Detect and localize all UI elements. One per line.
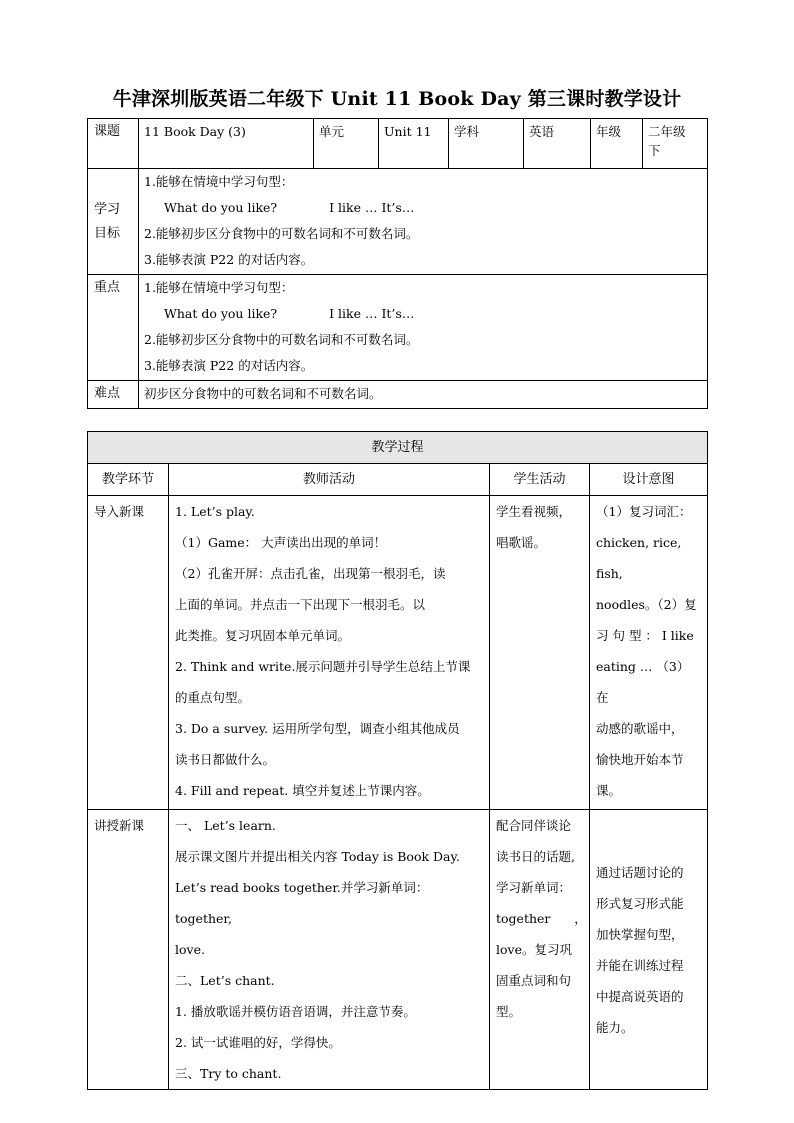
student-line: 固重点词和句 <box>496 973 572 988</box>
intent-line: 课。 <box>596 783 622 798</box>
table-row <box>88 496 708 810</box>
intent-line: 愉快地开始本节 <box>596 752 684 767</box>
teacher-activity-cell <box>169 810 490 1090</box>
objective-pattern-answer: I like … It’s… <box>329 200 415 215</box>
objectives-label-1: 学习 <box>94 201 121 217</box>
grade-value-line-2: 下 <box>648 143 661 158</box>
teacher-line: 读书日都做什么。 <box>175 752 276 767</box>
teacher-line: love. <box>175 942 205 957</box>
student-line: together ， <box>496 911 587 926</box>
teacher-line: 2. 试一试谁唱的好，学得快。 <box>175 1035 341 1050</box>
teacher-activity-cell <box>169 496 490 810</box>
unit-label: 单元 <box>314 119 379 169</box>
student-line: 型。 <box>496 1004 522 1019</box>
student-activity-cell <box>490 496 590 810</box>
lesson-info-table <box>87 118 708 409</box>
teacher-line: 上面的单词。并点击一下出现下一根羽毛。以 <box>175 597 426 612</box>
key-point-pattern-line <box>144 301 707 327</box>
unit-value: Unit 11 <box>379 119 449 169</box>
key-point-pattern-question: What do you like? <box>164 306 278 321</box>
objectives-label-2: 目标 <box>94 225 121 241</box>
key-point-line: 1.能够在情境中学习句型： <box>144 280 294 295</box>
key-points-label: 重点 <box>88 275 139 381</box>
key-points-content <box>139 275 708 381</box>
teacher-line: 展示课文图片并提出相关内容 Today is Book Day. <box>175 849 460 864</box>
teacher-line: 1. 播放歌谣并模仿语音语调，并注意节奏。 <box>175 1004 416 1019</box>
stage-cell: 导入新课 <box>88 496 169 810</box>
intent-line: 动感的歌谣中， <box>596 721 684 736</box>
subject-value: 英语 <box>524 119 591 169</box>
table-row <box>88 810 708 1090</box>
subject-label: 学科 <box>449 119 524 169</box>
teacher-line: Let’s read books together.并学习新单词：together, <box>175 880 429 926</box>
intent-line: 通过话题讨论的 <box>596 864 684 880</box>
teacher-line: 二、Let’s chant. <box>175 973 275 988</box>
student-activity-cell <box>490 810 590 1090</box>
teacher-line: （1）Game： 大声读出出现的单词！ <box>175 535 387 550</box>
student-line: 配合同伴谈论 <box>496 818 572 833</box>
teacher-line: 此类推。复习巩固本单元单词。 <box>175 628 351 643</box>
teacher-line: 三、Try to chant. <box>175 1066 282 1081</box>
col-intent-header: 设计意图 <box>590 464 708 496</box>
design-intent-cell <box>590 810 708 1090</box>
col-student-header: 学生活动 <box>490 464 590 496</box>
process-header: 教学过程 <box>88 432 708 464</box>
grade-value <box>643 119 708 169</box>
student-line: 读书日的话题, <box>496 849 575 864</box>
objective-line: 1.能够在情境中学习句型： <box>144 174 294 189</box>
difficulty-label: 难点 <box>88 381 139 409</box>
student-line: love。复习巩 <box>496 942 572 957</box>
teacher-line: 一、 Let’s learn. <box>175 818 276 833</box>
col-teacher-header: 教师活动 <box>169 464 490 496</box>
difficulty-text: 初步区分食物中的可数名词和不可数名词。 <box>139 381 708 409</box>
intent-line: 形式复习形式能 <box>596 895 684 911</box>
grade-value-line-1: 二年级 <box>648 124 686 139</box>
lesson-value: 11 Book Day (3) <box>139 119 314 169</box>
objective-pattern-question: What do you like? <box>164 200 278 215</box>
student-line: 学生看视频， <box>496 504 572 519</box>
teaching-process-table <box>87 431 708 1090</box>
intent-line: 习 句 型 ： I like <box>596 628 694 643</box>
intent-line: 能力。 <box>596 1019 634 1035</box>
objectives-content <box>139 169 708 275</box>
student-line: 学习新单词： <box>496 880 572 895</box>
teacher-line: 3. Do a survey. 运用所学句型，调查小组其他成员 <box>175 721 460 736</box>
teacher-line: 的重点句型。 <box>175 690 251 705</box>
objectives-label <box>88 169 139 275</box>
key-point-pattern-answer: I like … It’s… <box>329 306 415 321</box>
intent-line: 中提高说英语的 <box>596 988 684 1004</box>
design-intent-cell <box>590 496 708 810</box>
teacher-line: 2. Think and write.展示问题并引导学生总结上节课 <box>175 659 471 674</box>
student-line: 唱歌谣。 <box>496 535 547 550</box>
lesson-label: 课题 <box>88 119 139 169</box>
teacher-line: （2）孔雀开屏：点击孔雀，出现第一根羽毛，读 <box>175 566 446 581</box>
grade-label: 年级 <box>591 119 643 169</box>
intent-line: noodles。（2）复 <box>596 597 697 612</box>
intent-line: eating … （3）在 <box>596 659 690 705</box>
intent-line: （1）复习词汇： <box>596 504 692 519</box>
teacher-line: 4. Fill and repeat. 填空并复述上节课内容。 <box>175 783 430 798</box>
teacher-line: 1. Let’s play. <box>175 504 255 519</box>
key-point-line: 3.能够表演 P22 的对话内容。 <box>144 358 314 373</box>
key-point-line: 2.能够初步区分食物中的可数名词和不可数名词。 <box>144 332 419 347</box>
intent-line: 加快掌握句型， <box>596 926 684 942</box>
objective-line: 3.能够表演 P22 的对话内容。 <box>144 252 314 267</box>
intent-line: chicken, rice, fish, <box>596 535 682 581</box>
intent-line: 并能在训练过程 <box>596 957 684 973</box>
page-title: 牛津深圳版英语二年级下 Unit 11 Book Day 第三课时教学设计 <box>112 88 682 110</box>
objective-pattern-line <box>144 195 707 221</box>
objective-line: 2.能够初步区分食物中的可数名词和不可数名词。 <box>144 226 419 241</box>
col-stage-header: 教学环节 <box>88 464 169 496</box>
stage-cell: 讲授新课 <box>88 810 169 1090</box>
